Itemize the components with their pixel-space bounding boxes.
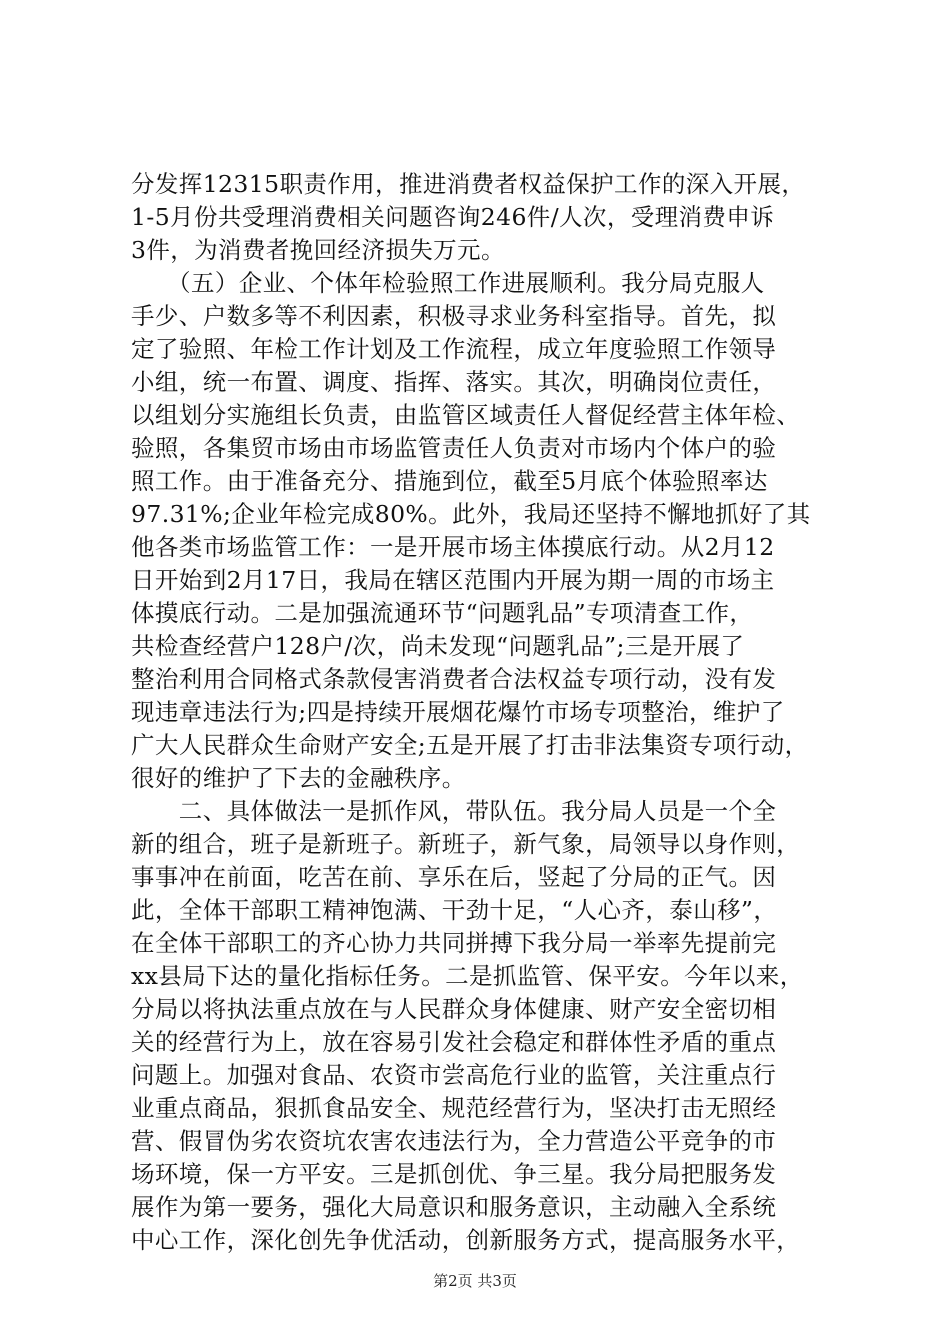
text-line: 定了验照、年检工作计划及工作流程，成立年度验照工作领导 [131,335,777,363]
text-line: 小组，统一布置、调度、指挥、落实。其次，明确岗位责任， [131,368,777,396]
text-line: 广大人民群众生命财产安全;五是开展了打击非法集资专项行动， [131,731,809,759]
text-line: 场环境，保一方平安。三是抓创优、争三星。我分局把服务发 [131,1160,777,1188]
page-footer: 第2页 共3页 [433,1272,517,1290]
text-line: 展作为第一要务，强化大局意识和服务意识，主动融入全系统 [131,1193,777,1221]
text-line: （五）企业、个体年检验照工作进展顺利。我分局克服人 [131,269,765,297]
text-line: 3件，为消费者挽回经济损失万元。 [131,236,505,264]
text-line: 以组划分实施组长负责，由监管区域责任人督促经营主体年检、 [131,401,801,429]
text-line: 他各类市场监管工作：一是开展市场主体摸底行动。从2月12 [131,533,775,561]
text-line: 中心工作，深化创先争优活动，创新服务方式，提高服务水平， [131,1226,801,1254]
text-line: xx县局下达的量化指标任务。二是抓监管、保平安。今年以来， [131,962,804,990]
text-line: 在全体干部职工的齐心协力共同拼搏下我分局一举率先提前完 [131,929,777,957]
text-line: 很好的维护了下去的金融秩序。 [131,764,466,792]
text-line: 照工作。由于准备充分、措施到位，截至5月底个体验照率达 [131,467,768,495]
text-line: 整治利用合同格式条款侵害消费者合法权益专项行动，没有发 [131,665,777,693]
text-line: 验照，各集贸市场由市场监管责任人负责对市场内个体户的验 [131,434,777,462]
text-line: 分局以将执法重点放在与人民群众身体健康、财产安全密切相 [131,995,777,1023]
text-line: 手少、户数多等不利因素，积极寻求业务科室指导。首先，拟 [131,302,777,330]
text-line: 97.31%;企业年检完成80%。此外，我局还坚持不懈地抓好了其 [131,500,811,528]
text-line: 共检查经营户128户/次，尚未发现“问题乳品”;三是开展了 [131,632,745,660]
text-line: 新的组合，班子是新班子。新班子，新气象，局领导以身作则， [131,830,801,858]
text-line: 现违章违法行为;四是持续开展烟花爆竹市场专项整治，维护了 [131,698,785,726]
text-line: 此，全体干部职工精神饱满、干劲十足，“人心齐，泰山移”， [131,896,778,924]
text-line: 营、假冒伪劣农资坑农害农违法行为，全力营造公平竞争的市 [131,1127,777,1155]
text-line: 关的经营行为上，放在容易引发社会稳定和群体性矛盾的重点 [131,1028,777,1056]
text-line: 1-5月份共受理消费相关问题咨询246件/人次，受理消费申诉 [131,203,775,231]
text-line: 分发挥12315职责作用，推进消费者权益保护工作的深入开展， [131,170,806,198]
document-body [131,168,831,1257]
text-line: 业重点商品，狠抓食品安全、规范经营行为，坚决打击无照经 [131,1094,777,1122]
text-line: 日开始到2月17日，我局在辖区范围内开展为期一周的市场主 [131,566,775,594]
text-line: 问题上。加强对食品、农资市尝高危行业的监管，关注重点行 [131,1061,777,1089]
text-line: 体摸底行动。二是加强流通环节“问题乳品”专项清查工作， [131,599,754,627]
text-line: 二、具体做法一是抓作风，带队伍。我分局人员是一个全 [131,797,777,825]
text-line: 事事冲在前面，吃苦在前、享乐在后，竖起了分局的正气。因 [131,863,777,891]
